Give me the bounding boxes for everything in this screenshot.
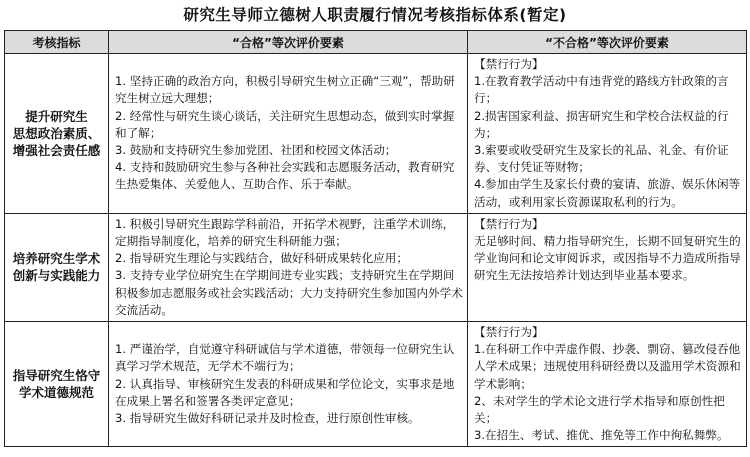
- header-pass: “合格”等次评价要素: [109, 31, 468, 54]
- indicator-cell: [5, 213, 109, 321]
- pass-item: 2. 经常性与研究生谈心谈话，关注研究生思想动态，做到实时掌握和了解；: [115, 108, 455, 140]
- header-indicator: 考核指标: [5, 31, 109, 54]
- fail-item: 2.损害国家利益、损害研究生和学校合法权益的行为；: [474, 108, 729, 140]
- pass-item: 1. 积极引导研究生跟踪学科前沿，开拓学术视野，注重学术训练，定期指导制度化，培养的研究生科研能力强；: [115, 216, 455, 249]
- table-row: [5, 54, 747, 214]
- pass-item: 1. 严谨治学，自觉遵守科研诚信与学术道德，带领每一位研究生认真学习学术规范，无学术不端行为；: [115, 342, 455, 374]
- indicator-line: 创新与实践能力: [12, 268, 101, 284]
- fail-item: 2、未对学生的学术论文进行学术指导和原创性把关；: [474, 393, 725, 426]
- indicator-cell: [5, 322, 109, 447]
- page-title: 研究生导师立德树人职责履行情况考核指标体系(暂定): [183, 6, 567, 24]
- indicator-line: 思想政治素质、: [12, 125, 101, 141]
- pass-item: 2. 认真指导、审核研究生发表的科研成果和学位论文，实事求是地在成果上署名和签署各类评定意见；: [115, 376, 455, 408]
- indicator-cell: [5, 54, 109, 214]
- evaluation-table: [4, 30, 747, 447]
- table-header-row: [5, 31, 747, 54]
- fail-heading: 【禁行行为】: [474, 325, 544, 340]
- pass-item: 3. 鼓励和支持研究生参加党团、社团和校园文体活动；: [115, 143, 397, 158]
- indicator-line: 提升研究生: [25, 108, 88, 124]
- table-row: [5, 213, 747, 321]
- pass-item: 3. 指导研究生做好科研记录并及时检查，进行原创性审核。: [115, 411, 420, 426]
- fail-criteria-cell: [468, 54, 747, 214]
- fail-heading: 【禁行行为】: [474, 57, 544, 71]
- fail-criteria-cell: [468, 213, 747, 321]
- indicator-line: 学术道德规范: [18, 385, 94, 401]
- indicator-line: 指导研究生恪守: [12, 368, 101, 384]
- fail-heading: 【禁行行为】: [474, 216, 544, 231]
- pass-criteria-cell: [109, 322, 468, 447]
- pass-item: 3. 支持专业学位研究生在学期间进专业实践；支持研究生在学期间积极参加志愿服务或社会实践活动；大力支持研究生参加国内外学术交流活动。: [115, 268, 463, 317]
- fail-item: 1.在教育教学活动中有违背党的路线方针政策的言行；: [474, 74, 729, 106]
- pass-criteria-cell: [109, 213, 468, 321]
- indicator-line: 增强社会责任感: [12, 142, 101, 158]
- indicator-line: 培养研究生学术: [12, 251, 101, 267]
- pass-item: 4. 支持和鼓励研究生参与各种社会实践和志愿服务活动，教育研究生热爱集体、关爱他人、互助合作、乐于奉献。: [115, 160, 455, 192]
- pass-item: 1. 坚持正确的政治方向，积极引导研究生树立正确“三观”，帮助研究生树立远大理想；: [115, 74, 455, 106]
- table-row: [5, 322, 747, 447]
- pass-item: 2. 指导研究生理论与实践结合，做好科研成果转化应用；: [115, 251, 408, 266]
- fail-item: 4.参加由学生及家长付费的宴请、旅游、娱乐休闲等活动，或利用家长资源谋取私利的行为。: [474, 177, 741, 209]
- header-fail: “不合格”等次评价要素: [468, 31, 747, 54]
- fail-item: 3.在招生、考试、推优、推免等工作中徇私舞弊。: [474, 428, 729, 443]
- fail-item: 无足够时间、精力指导研究生，长期不回复研究生的学业询问和论文审阅诉求，或因指导不力造成所指导研究生无法按培养计划达到毕业基本要求。: [474, 234, 741, 283]
- pass-criteria-cell: [109, 54, 468, 214]
- fail-item: 1.在科研工作中弄虚作假、抄袭、剽窃、篡改侵吞他人学术成果；违规使用科研经费以及滥用学术资源和学术影响；: [474, 342, 741, 391]
- fail-criteria-cell: [468, 322, 747, 447]
- fail-item: 3.索要或收受研究生及家长的礼品、礼金、有价证券、支付凭证等财物；: [474, 143, 729, 175]
